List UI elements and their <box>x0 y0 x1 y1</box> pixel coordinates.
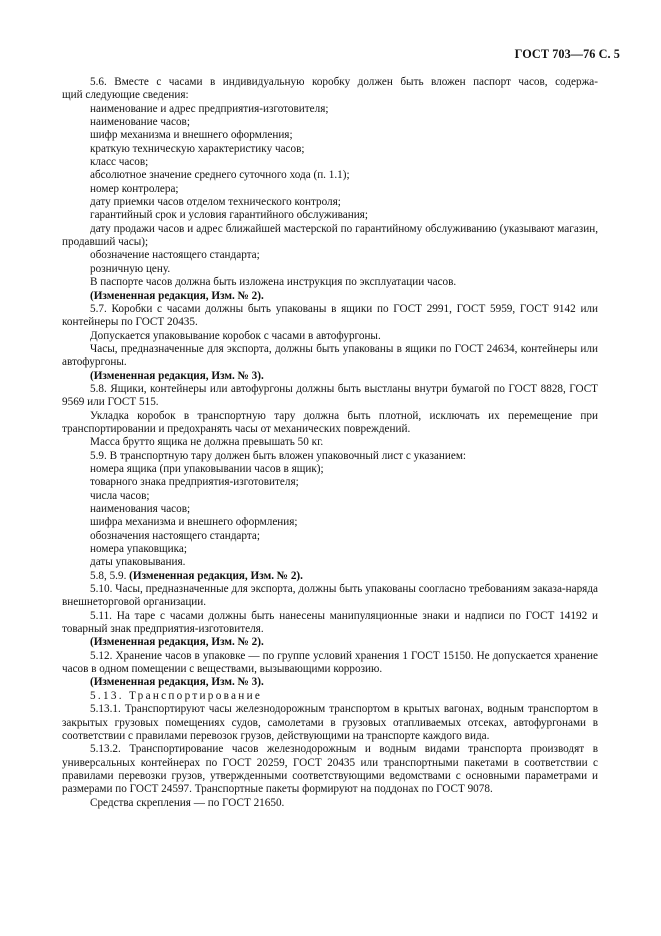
amendment-note: (Измененная редакция, Изм. № 2). <box>90 289 264 302</box>
paragraph-5-13-1: 5.13.1. Транспортируют часы железнодорожным транспортом в крытых вагонах, водным транспортом в закрытых грузовых помещениях судов, самолетами в грузовых отапливаемых отсеках, автофургонами в соответствии с правилами перевозок грузов, действующими на транспорте каждого вида. <box>62 703 598 742</box>
paragraph: В паспорте часов должна быть изложена инструкция по эксплуатации часов. <box>90 276 457 289</box>
clause-numbers: 5.8, 5.9. <box>90 569 127 582</box>
list-item: краткую техническую характеристику часов; <box>90 142 305 155</box>
list-item: класс часов; <box>90 156 149 169</box>
paragraph: Масса брутто ящика не должна превышать 50 кг. <box>90 436 324 449</box>
list-item: товарного знака предприятия-изготовителя; <box>90 476 299 489</box>
amendment-note: (Измененная редакция, Изм. № 3). <box>90 369 264 382</box>
paragraph: Часы, предназначенные для экспорта, должны быть упакованы в ящики по ГОСТ 24634, контейнеры или автофургоны. <box>62 342 598 369</box>
list-item: дату продажи часов и адрес ближайшей мастерской по гарантийному обслуживанию (указывают магазин, продавший часы); <box>62 222 598 249</box>
amendment-note: (Измененная редакция, Изм. № 2). <box>90 636 264 649</box>
list-item: даты упаковывания. <box>90 556 186 569</box>
paragraph-5-13-2: 5.13.2. Транспортирование часов железнодорожным и водным видами транспорта производят в универсальных контейнерах по ГОСТ 20259, ГОСТ 20435 или транспортными пакетами в соответствии с правилами перевозки грузов, утвержденными соответствующими ведомствами с основными параметрами и размерами по ГОСТ 24597. Транспортные пакеты формируют на поддонах по ГОСТ 9078. <box>62 743 598 796</box>
list-item: шифр механизма и внешнего оформления; <box>90 129 293 142</box>
paragraph: Средства скрепления — по ГОСТ 21650. <box>90 796 285 809</box>
paragraph-5-11: 5.11. На таре с часами должны быть нанесены манипуляционные знаки и надписи по ГОСТ 14192 и товарный знак предприятия-изготовителя. <box>62 609 598 636</box>
amendment-note-5-8-5-9 <box>62 570 598 583</box>
list-item: дату приемки часов отделом технического контроля; <box>90 196 341 209</box>
list-item: наименование часов; <box>90 116 190 129</box>
paragraph-5-6-cont: щий следующие сведения: <box>62 89 189 102</box>
paragraph-5-6: 5.6. Вместе с часами в индивидуальную коробку должен быть вложен паспорт часов, содержа- <box>90 76 598 88</box>
list-item: номера ящика (при упаковывании часов в ящик); <box>90 462 324 475</box>
list-item: номер контролера; <box>90 182 179 195</box>
amendment-note: (Измененная редакция, Изм. № 3). <box>90 676 264 689</box>
paragraph-5-7: 5.7. Коробки с часами должны быть упакованы в ящики по ГОСТ 2991, ГОСТ 5959, ГОСТ 9142 или контейнеры по ГОСТ 20435. <box>62 302 598 329</box>
list-item: абсолютное значение среднего суточного хода (п. 1.1); <box>90 169 350 182</box>
list-item: наименование и адрес предприятия-изготовителя; <box>90 102 329 115</box>
list-item: шифра механизма и внешнего оформления; <box>90 516 298 529</box>
paragraph: Укладка коробок в транспортную тару должна быть плотной, исключать их перемещение при транспортировании и предохранять часы от механических повреждений. <box>62 409 598 435</box>
paragraph: Допускается упаковывание коробок с часами в автофургоны. <box>90 329 381 342</box>
paragraph-5-8: 5.8. Ящики, контейнеры или автофургоны должны быть выстланы внутри бумагой по ГОСТ 8828, ГОСТ 9569 или ГОСТ 515. <box>62 382 598 409</box>
amendment-text: (Измененная редакция, Изм. № 2). <box>129 569 303 582</box>
list-item: обозначения настоящего стандарта; <box>90 529 260 542</box>
list-item: числа часов; <box>90 489 150 502</box>
paragraph-5-10: 5.10. Часы, предназначенные для экспорта, должны быть упакованы соогласно требованиям заказа-наряда внешнеторговой организации. <box>62 583 598 609</box>
document-body <box>62 76 598 810</box>
paragraph-5-9: 5.9. В транспортную тару должен быть вложен упаковочный лист с указанием: <box>90 449 467 462</box>
section-heading-transport: 5.13. Транспортирование <box>90 689 263 702</box>
paragraph-5-12: 5.12. Хранение часов в упаковке — по группе условий хранения 1 ГОСТ 15150. Не допускается хранение часов в одном помещении с веществами, вызывающими коррозию. <box>62 649 598 676</box>
list-item: розничную цену. <box>90 262 171 275</box>
list-item: гарантийный срок и условия гарантийного обслуживания; <box>90 209 368 222</box>
list-item: наименования часов; <box>90 503 191 515</box>
list-item: номера упаковщика; <box>90 543 187 556</box>
list-item: обозначение настоящего стандарта; <box>90 249 260 262</box>
page-header: ГОСТ 703—76 С. 5 <box>514 47 620 61</box>
